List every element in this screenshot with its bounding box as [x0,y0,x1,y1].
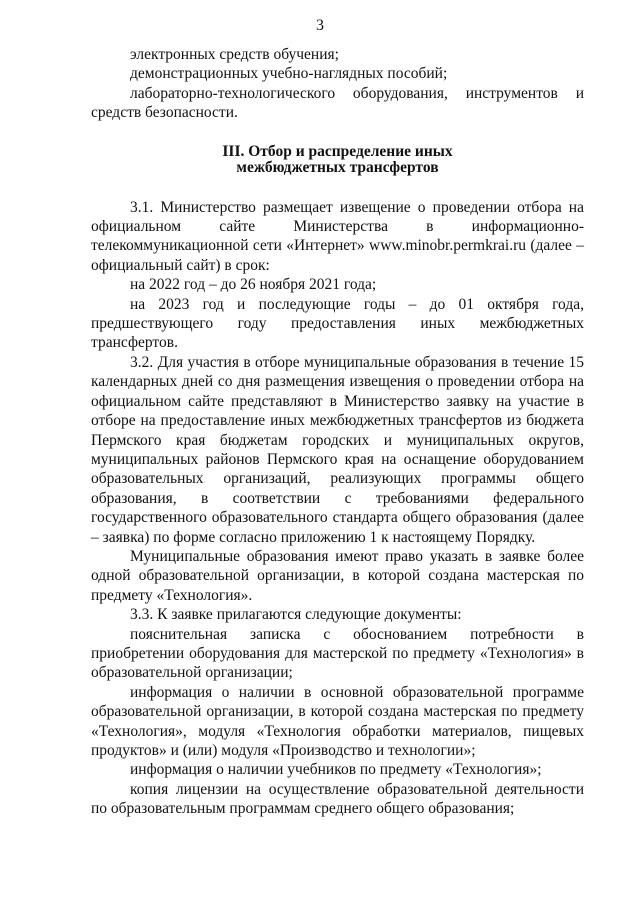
list-item-explanatory-note: пояснительная записка с обоснованием потребности в приобретении оборудования для мастерской по предмету «Технология» в образовательной организации; [91,625,584,682]
paragraph-top-2: демонстрационных учебно-наглядных пособий; [130,65,448,83]
paragraph-3-2: 3.2. Для участия в отборе муниципальные образования в течение 15 календарных дней со дня размещения извещения о проведении отбора на официальном сайте представляют в Министерство заявку на участие в отборе на предоставление иных межбюджетных трансфертов из бюджета Пермского края бюджетам городских и муниципальных округов, муниципальных районов Пермского края на оснащение оборудованием образовательных организаций, реализующих программы общего образования, в соответствии с требованиями федерального государственного образовательного стандарта общего образования (далее – заявка) по форме согласно приложению 1 к настоящему Порядку. [91,353,584,546]
section-heading [91,144,584,176]
paragraph-top-3: лабораторно-технологического оборудования, инструментов и средств безопасности. [91,84,584,122]
paragraph-deadline-2023: на 2023 год и последующие годы – до 01 октября года, предшествующего году предоставления иных межбюджетных трансфертов. [91,295,584,352]
paragraph-municipal-right: Муниципальные образования имеют право указать в заявке более одной образовательной организации, в которой создана мастерская по предмету «Технология». [91,547,584,604]
paragraph-top-1: электронных средств обучения; [130,46,339,63]
section-heading-line-1: III. Отбор и распределение иных [222,142,453,160]
list-item-textbooks-info: информация о наличии учебников по предмету «Технология»; [130,761,542,779]
paragraph-3-1: 3.1. Министерство размещает извещение о проведении отбора на официальном сайте Министерства в информационно-телекоммуникационной сети «Интернет» www.minobr.permkrai.ru (далее – официальный сайт) в срок: [91,198,584,274]
section-heading-line-2: межбюджетных трансфертов [236,158,439,176]
list-item-license-copy: копия лицензии на осуществление образовательной деятельности по образовательным программам среднего общего образования; [91,780,584,818]
document-body [91,45,584,819]
list-item-program-info: информация о наличии в основной образовательной программе образовательной организации, в которой создана мастерская по предмету «Технология», модуля «Технология обработки материалов, пищевых продуктов» и (или) модуля «Производство и технологии»; [91,683,584,759]
page-number: 3 [316,17,324,34]
paragraph-3-3: 3.3. К заявке прилагаются следующие документы: [130,606,462,624]
paragraph-deadline-2022: на 2022 год – до 26 ноября 2021 года; [130,276,377,294]
